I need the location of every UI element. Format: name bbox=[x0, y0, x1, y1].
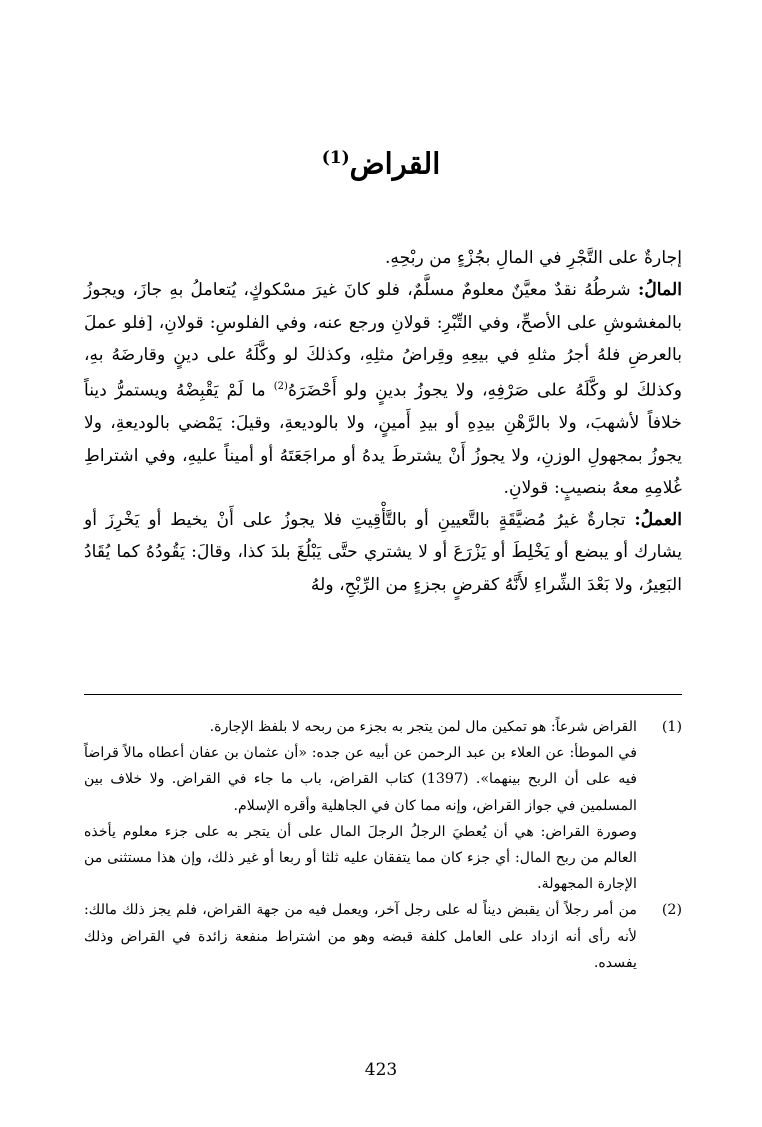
capital-paragraph bbox=[84, 274, 682, 504]
footnote-2 bbox=[84, 897, 682, 976]
work-heading: العملُ: bbox=[634, 510, 682, 531]
page-number: 423 bbox=[364, 1060, 398, 1080]
footnote-number: (1) bbox=[661, 719, 682, 735]
footnotes bbox=[84, 714, 682, 976]
footnote-number: (2) bbox=[661, 902, 682, 919]
capital-heading: المالُ: bbox=[637, 280, 682, 301]
capital-text-a: شرطُهُ نقدٌ معيَّنٌ معلومٌ مسلَّمٌ، فلو كانَ غيرَ مسْكوكٍ، يُتعاملُ بهِ جازَ، ويجوزُ بالمغشوشِ على الأصحِّ، وفي التِّبْرِ: قولانِ ورجع عنه، وفي الفلوسِ: قولانِ، [فلو عملَ بالعرضِ فلهُ أجرُ مثلهِ في بيعِهِ وقِراضُ مثلِهِ، وكذلكَ لو وكَّلَهُ على دينٍ وقارضَهُ بهِ، وكذلكَ لو وكَّلَهُ على صَرْفِهِ، ولا يجوزُ بدينٍ ولو أَحْضَرَهُ bbox=[84, 280, 682, 401]
title-footnote-ref[interactable]: (1) bbox=[321, 148, 350, 168]
main-text bbox=[84, 242, 682, 601]
work-text: تجارةٌ غيرُ مُضيَّقَةٍ بالتَّعيينِ أو بالتَّأْقِيتِ فلا يجوزُ على أَنْ يخيط أو يَخْرِزَ أو يشارك أو يبضع أو يَخْلِطَ أو يَزْرَعَ أو لا يشتري حتَّى يَبْلُغَ بلدَ كذا، وقالَ: يَقُودُهُ كما يُقَادُ البَعِيرُ، ولا بَعْدَ الشِّراءِ لأَنَّهُ كقرضٍ بجزءٍ من الرِّبْحِ، ولهُ bbox=[84, 510, 682, 595]
footnote-paragraph: وصورة القراض: هي أن يُعطيَ الرجلُ الرجلَ المال على أن يتجر به على جزء معلوم يأخذه العالم من ربح المال: أي جزء كان مما يتفقان عليه ثلثا أو ربعا أو غير ذلك، وإن هذا مستثنى من الإجارة المجهولة. bbox=[84, 823, 637, 893]
work-paragraph bbox=[84, 504, 682, 601]
footnote-body bbox=[84, 897, 637, 976]
footnote-body bbox=[84, 714, 637, 897]
footnote-paragraph: في الموطأ: عن العلاء بن عبد الرحمن عن أبيه عن جده: «أن عثمان بن عفان أعطاه مالاً قراضاً فيه على أن الربح بينهما». (1397) كتاب القراض، باب ما جاء في القراض. ولا خلاف بين المسلمين في جواز القراض، وإنه مما كان في الجاهلية وأقره الإسلام. bbox=[84, 745, 637, 814]
capital-text-b: ما لَمْ يَقْبِضْهُ ويستمرُّ ديناً خلافاً لأشهبَ، ولا بالرَّهْنِ بيدِهِ أو بيدِ أَمينٍ، ولا بالوديعةِ، وقيلَ: يَمْضي بالوديعةِ، ولا يجوزُ بمجهولِ الوزنِ، ولا يجوزُ أَنْ يشترطَ يدهُ أو مراجَعَتَهُ أو أميناً عليهِ، وفي اشتراطِ غُلامِهِ معهُ بنصيبٍ: قولانِ. bbox=[84, 380, 682, 498]
footnote-paragraph: من أمر رجلاً أن يقبض ديناً له على رجل آخر، ويعمل فيه من جهة القراض، فلم يجز ذلك مالك: لأنه رأى أنه ازداد على العامل كلفة قبضه وهو من اشتراط منفعة زائدة في القراض وذلك يفسده. bbox=[84, 902, 637, 971]
chapter-title-text: القراض bbox=[349, 146, 441, 181]
footnote-ref-2[interactable]: (2) bbox=[273, 381, 288, 393]
definition-paragraph: إجارةٌ على التَّجْرِ في المالِ بجُزْءٍ من ربْحِهِ. bbox=[384, 248, 682, 268]
chapter-title bbox=[0, 138, 762, 184]
footnote-separator bbox=[84, 694, 682, 695]
footnote-1 bbox=[84, 714, 682, 897]
footnote-paragraph: القراض شرعاً: هو تمكين مال لمن يتجر به بجزء من ربحه لا بلفظ الإجارة. bbox=[209, 719, 637, 735]
